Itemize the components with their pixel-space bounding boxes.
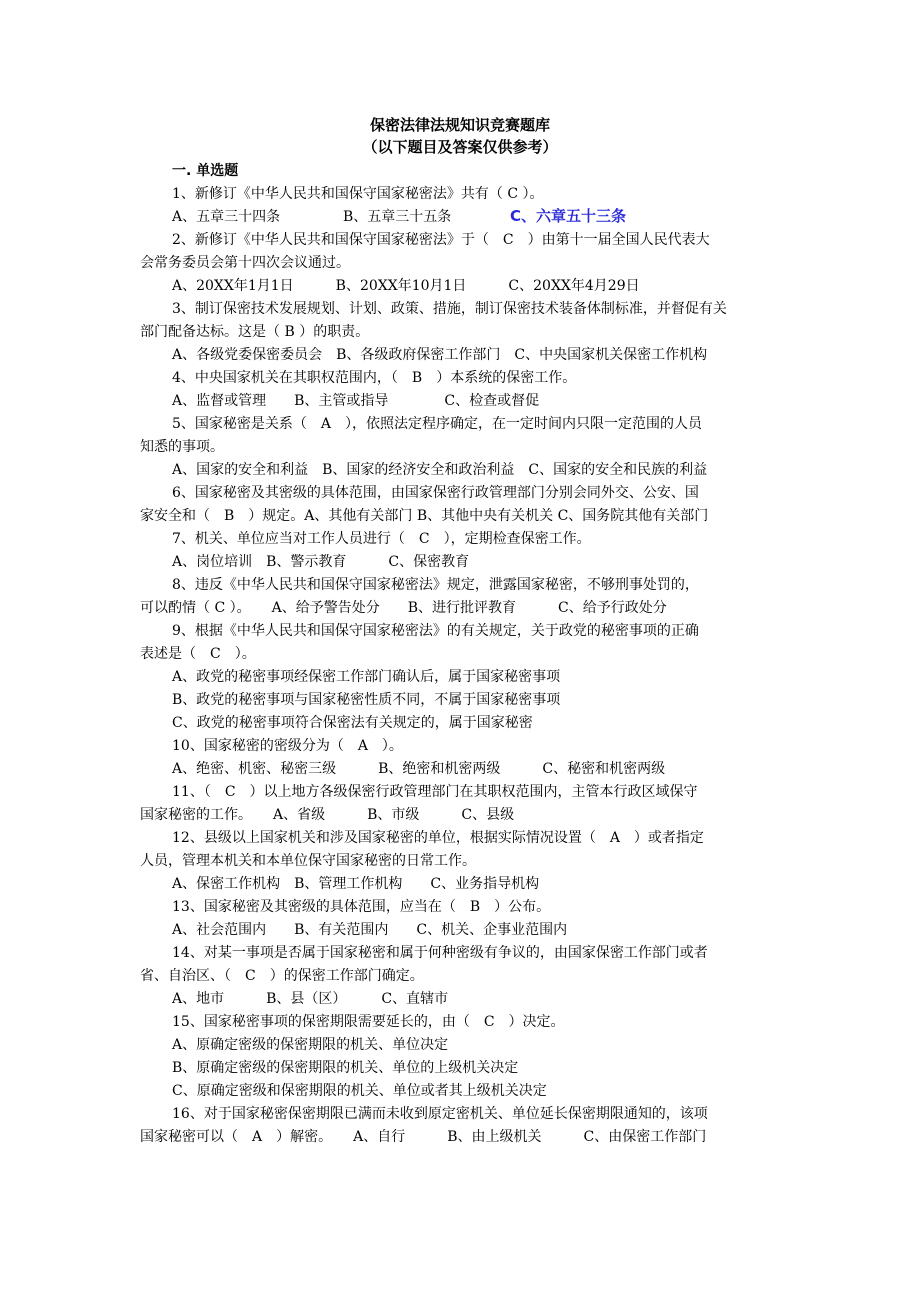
question-8: 8、违反《中华人民共和国保守国家秘密法》规定，泄露国家秘密，不够刑事处罚的，	[172, 577, 699, 593]
options-13: A、社会范围内 B、有关范围内 C、机关、企事业范围内	[172, 922, 568, 938]
question-5: 5、国家秘密是关系（ A ），依照法定程序确定，在一定时间内只限一定范围的人员	[172, 416, 703, 432]
options-5: A、国家的安全和利益 B、国家的经济安全和政治利益 C、国家的安全和民族的利益	[172, 462, 708, 478]
document-subtitle: （以下题目及答案仅供参考）	[362, 138, 558, 156]
question-1: 1、新修订《中华人民共和国保守国家秘密法》共有（ C ）。	[172, 186, 544, 202]
question-11: 11、（ C ）以上地方各级保密行政管理部门在其职权范围内，主管本行政区域保守	[172, 784, 698, 800]
question-9: 9、根据《中华人民共和国保守国家秘密法》的有关规定，关于政党的秘密事项的正确	[172, 623, 699, 639]
question-9-cont: 表述是（ C ）。	[140, 646, 256, 662]
question-8-cont: 可以酌情（ C ）。 A、给予警告处分 B、进行批评教育 C、给予行政处分	[140, 600, 667, 616]
section-heading: 一. 单选题	[172, 163, 239, 179]
question-3: 3、制订保密技术发展规划、计划、政策、措施，制订保密技术装备体制标准，并督促有关	[172, 301, 727, 317]
option-15b: B、原确定密级的保密期限的机关、单位的上级机关决定	[172, 1060, 519, 1076]
option-15a: A、原确定密级的保密期限的机关、单位决定	[172, 1037, 449, 1053]
question-3-cont: 部门配备达标。这是（ B ）的职责。	[140, 324, 370, 340]
document-title: 保密法律法规知识竞赛题库	[369, 116, 550, 134]
option-1a: A、五章三十四条	[172, 209, 281, 225]
question-5-cont: 知悉的事项。	[140, 439, 224, 455]
option-9c: C、政党的秘密事项符合保密法有关规定的，属于国家秘密	[172, 715, 533, 731]
option-1c-answer: C、六章五十三条	[510, 207, 627, 225]
options-2: A、20XX年1月1日 B、20XX年10月1日 C、20XX年4月29日	[172, 278, 640, 294]
option-1b: B、五章三十五条	[343, 209, 452, 225]
question-10: 10、国家秘密的密级分为（ A ）。	[172, 738, 403, 754]
options-14: A、地市 B、县（区） C、直辖市	[172, 991, 449, 1007]
option-15c: C、原确定密级和保密期限的机关、单位或者其上级机关决定	[172, 1083, 547, 1099]
options-4: A、监督或管理 B、主管或指导 C、检查或督促	[172, 393, 540, 409]
question-12-cont: 人员，管理本机关和本单位保守国家秘密的日常工作。	[140, 853, 476, 869]
question-6: 6、国家秘密及其密级的具体范围，由国家保密行政管理部门分别会同外交、公安、国	[172, 485, 699, 501]
question-2-cont: 会常务委员会第十四次会议通过。	[140, 255, 350, 271]
question-16-cont: 国家秘密可以（ A ）解密。 A、自行 B、由上级机关 C、由保密工作部门	[140, 1129, 707, 1145]
options-7: A、岗位培训 B、警示教育 C、保密教育	[172, 554, 470, 570]
options-12: A、保密工作机构 B、管理工作机构 C、业务指导机构	[172, 876, 540, 892]
question-12: 12、县级以上国家机关和涉及国家秘密的单位，根据实际情况设置（ A ）或者指定	[172, 830, 704, 846]
question-16: 16、对于国家秘密保密期限已满而未收到原定密机关、单位延长保密期限通知的，该项	[172, 1106, 708, 1122]
option-9b: B、政党的秘密事项与国家秘密性质不同，不属于国家秘密事项	[172, 692, 561, 708]
question-7: 7、机关、单位应当对工作人员进行（ C ），定期检查保密工作。	[172, 531, 591, 547]
question-13: 13、国家秘密及其密级的具体范围，应当在（ B ）公布。	[172, 899, 551, 915]
question-14: 14、对某一事项是否属于国家秘密和属于何种密级有争议的，由国家保密工作部门或者	[172, 945, 708, 961]
options-3: A、各级党委保密委员会 B、各级政府保密工作部门 C、中央国家机关保密工作机构	[172, 347, 708, 363]
option-9a: A、政党的秘密事项经保密工作部门确认后，属于国家秘密事项	[172, 669, 561, 685]
question-4: 4、中央国家机关在其职权范围内，（ B ）本系统的保密工作。	[172, 370, 577, 386]
question-15: 15、国家秘密事项的保密期限需要延长的，由（ C ）决定。	[172, 1014, 565, 1030]
question-14-cont: 省、自治区、（ C ）的保密工作部门确定。	[140, 968, 424, 984]
question-11-cont: 国家秘密的工作。 A、省级 B、市级 C、县级	[140, 807, 515, 823]
question-2: 2、新修订《中华人民共和国保守国家秘密法》于（ C ）由第十一届全国人民代表大	[172, 232, 710, 248]
question-6-cont: 家安全和（ B ）规定。A、其他有关部门 B、其他中央有关机关 C、国务院其他有关部门	[140, 508, 709, 524]
options-10: A、绝密、机密、秘密三级 B、绝密和机密两级 C、秘密和机密两级	[172, 761, 666, 777]
